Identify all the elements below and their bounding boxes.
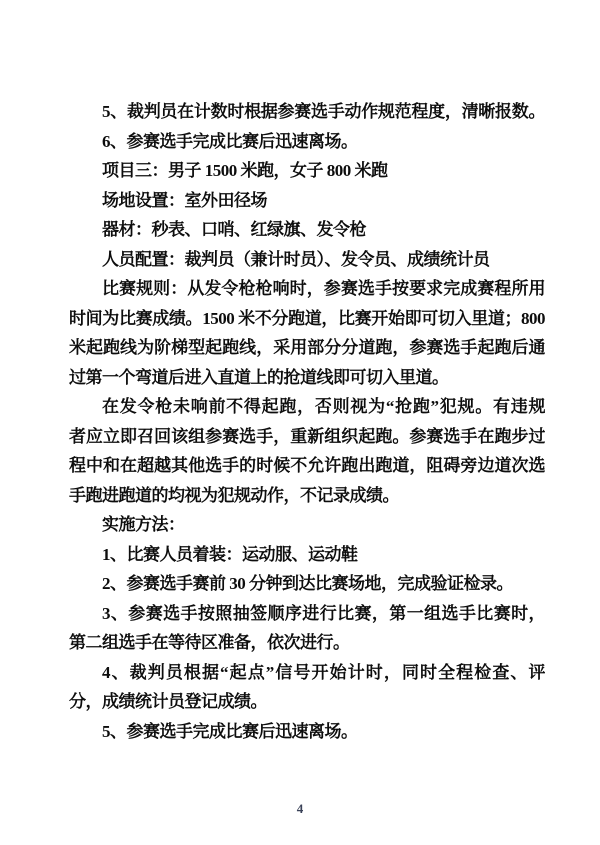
text-line: 5、参赛选手完成比赛后迅速离场。 bbox=[102, 721, 358, 741]
text-line: 在发令枪未响前不得起跑，否则视为“抢跑”犯规。有违规 bbox=[102, 397, 545, 416]
text-line: 者应立即召回该组参赛选手，重新组织起跑。参赛选手在跑步过 bbox=[69, 426, 545, 446]
text-line: 5、裁判员在计数时根据参赛选手动作规范程度，清晰报数。 bbox=[102, 102, 545, 121]
text-line: 器材：秒表、口哨、红绿旗、发令枪 bbox=[102, 220, 366, 239]
text-line: 项目三：男子 1500 米跑，女子 800 米跑 bbox=[102, 161, 388, 180]
text-line: 时间为比赛成绩。1500 米不分跑道，比赛开始即可切入里道；800 bbox=[69, 308, 545, 328]
text-line: 程中和在超越其他选手的时候不允许跑出跑道，阻碍旁边道次选 bbox=[69, 456, 545, 475]
page-footer bbox=[0, 800, 600, 818]
document-body bbox=[69, 97, 545, 746]
text-line: 4、裁判员根据“起点”信号开始计时，同时全程检查、评 bbox=[102, 662, 545, 682]
text-line: 2、参赛选手赛前 30 分钟到达比赛场地，完成验证检录。 bbox=[102, 574, 513, 593]
text-line: 过第一个弯道后进入直道上的抢道线即可切入里道。 bbox=[69, 367, 449, 387]
text-line: 米起跑线为阶梯型起跑线，采用部分分道跑，参赛选手起跑后通 bbox=[69, 338, 545, 357]
text-line: 第二组选手在等待区准备，依次进行。 bbox=[69, 633, 350, 652]
text-line: 3、参赛选手按照抽签顺序进行比赛，第一组选手比赛时， bbox=[102, 603, 545, 623]
text-line: 比赛规则：从发令枪枪响时，参赛选手按要求完成赛程所用 bbox=[102, 279, 545, 298]
text-line: 分，成绩统计员登记成绩。 bbox=[69, 692, 267, 711]
text-line: 6、参赛选手完成比赛后迅速离场。 bbox=[102, 131, 358, 151]
text-line: 场地设置：室外田径场 bbox=[102, 190, 267, 210]
text-line: 人员配置：裁判员（兼计时员）、发令员、成绩统计员 bbox=[102, 249, 490, 269]
text-line: 实施方法： bbox=[102, 515, 185, 534]
text-line: 1、比赛人员着装：运动服、运动鞋 bbox=[102, 544, 358, 564]
text-line: 手跑进跑道的均视为犯规动作，不记录成绩。 bbox=[69, 485, 399, 505]
page-number: 4 bbox=[296, 801, 304, 816]
